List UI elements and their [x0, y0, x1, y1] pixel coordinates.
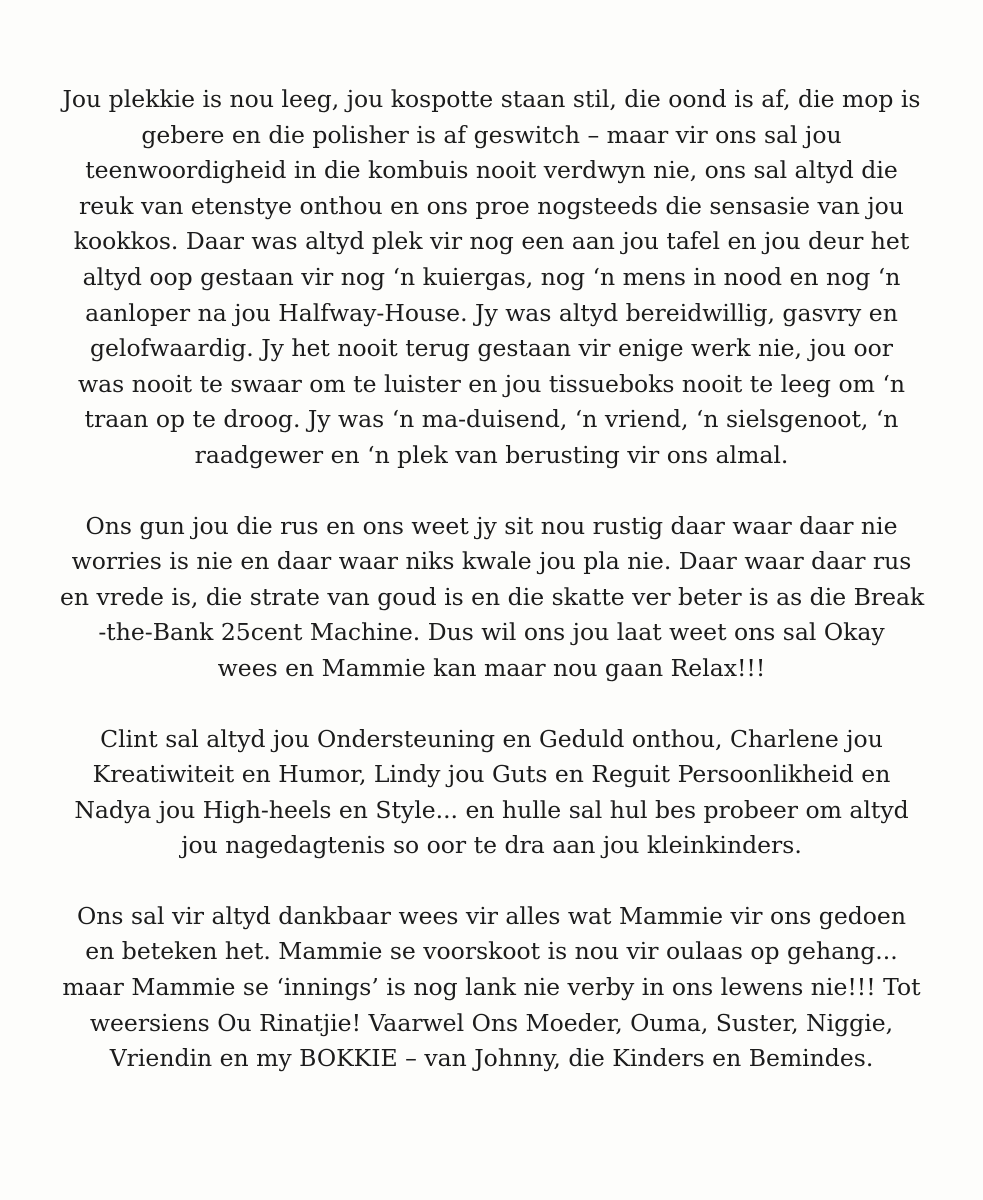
- paragraph-children: [60, 722, 923, 864]
- text-line: Clint sal altyd jou Ondersteuning en Geduld onthou, Charlene jou: [100, 724, 883, 753]
- text-line: altyd oop gestaan vir nog ‘n kuiergas, nog ‘n mens in nood en nog ‘n: [82, 262, 901, 291]
- paragraph-tribute: [60, 82, 923, 474]
- paragraph-farewell: [60, 899, 923, 1077]
- text-line: worries is nie en daar waar niks kwale jou pla nie. Daar waar daar rus: [71, 547, 912, 576]
- text-line: gelofwaardig. Jy het nooit terug gestaan vir enige werk nie, jou oor: [89, 334, 894, 363]
- text-line: Kreatiwiteit en Humor, Lindy jou Guts en Reguit Persoonlikheid en: [92, 760, 891, 789]
- text-line: Vriendin en my BOKKIE – van Johnny, die Kinders en Bemindes.: [109, 1044, 874, 1073]
- text-line: wees en Mammie kan maar nou gaan Relax!!!: [217, 653, 766, 682]
- text-line: en vrede is, die strate van goud is en die skatte ver beter is as die Break: [60, 582, 925, 611]
- text-line: was nooit te swaar om te luister en jou tissueboks nooit te leeg om ‘n: [78, 369, 905, 398]
- text-line: teenwoordigheid in die kombuis nooit verdwyn nie, ons sal altyd die: [85, 156, 898, 185]
- text-line: -the-Bank 25cent Machine. Dus wil ons jou laat weet ons sal Okay: [98, 618, 885, 647]
- text-line: raadgewer en ‘n plek van berusting vir ons almal.: [194, 440, 789, 469]
- document-page: [60, 82, 923, 1112]
- text-line: maar Mammie se ‘innings’ is nog lank nie verby in ons lewens nie!!! Tot: [62, 973, 921, 1002]
- text-line: kookkos. Daar was altyd plek vir nog een aan jou tafel en jou deur het: [73, 227, 910, 256]
- text-line: jou nagedagtenis so oor te dra aan jou kleinkinders.: [181, 831, 802, 860]
- text-line: Ons gun jou die rus en ons weet jy sit nou rustig daar waar daar nie: [85, 511, 898, 540]
- text-line: aanloper na jou Halfway-House. Jy was altyd bereidwillig, gasvry en: [85, 298, 898, 327]
- text-line: reuk van etenstye onthou en ons proe nogsteeds die sensasie van jou: [79, 191, 904, 220]
- paragraph-rest: [60, 509, 923, 687]
- text-line: weersiens Ou Rinatjie! Vaarwel Ons Moeder, Ouma, Suster, Niggie,: [89, 1008, 894, 1037]
- text-line: Jou plekkie is nou leeg, jou kospotte staan stil, die oond is af, die mop is: [62, 85, 921, 113]
- text-line: Ons sal vir altyd dankbaar wees vir alles wat Mammie vir ons gedoen: [77, 901, 906, 930]
- text-line: Nadya jou High-heels en Style... en hulle sal hul bes probeer om altyd: [74, 795, 909, 824]
- text-line: traan op te droog. Jy was ‘n ma-duisend, ‘n vriend, ‘n sielsgenoot, ‘n: [84, 405, 899, 434]
- text-line: en beteken het. Mammie se voorskoot is nou vir oulaas op gehang...: [85, 937, 898, 966]
- text-line: gebere en die polisher is af geswitch – maar vir ons sal jou: [141, 120, 842, 149]
